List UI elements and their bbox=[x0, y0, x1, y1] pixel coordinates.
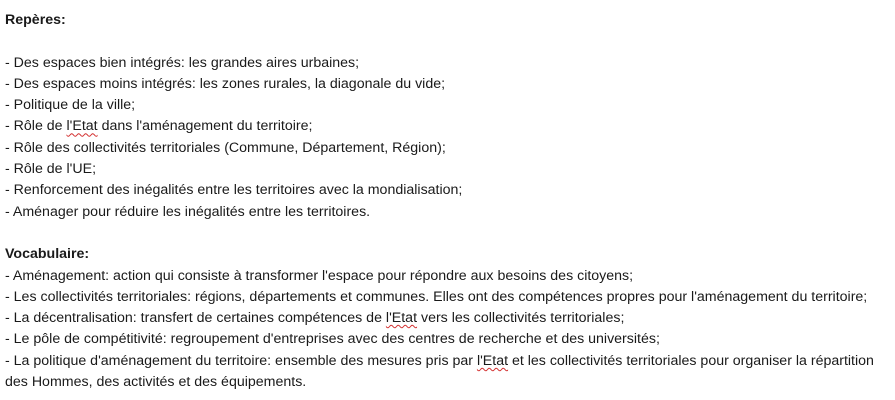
reperes-item: - Rôle des collectivités territoriales (Commune, Département, Région); bbox=[5, 139, 446, 156]
vocabulaire-item bbox=[5, 308, 890, 329]
reperes-item bbox=[5, 116, 890, 137]
blank-line bbox=[5, 31, 890, 52]
text-run: vers les collectivités territoriales; bbox=[417, 310, 625, 327]
blank-line bbox=[5, 223, 890, 244]
text-run: - La politique d'aménagement du territoire: ensemble des mesures pris par bbox=[5, 352, 477, 369]
vocabulaire-item: - Aménagement: action qui consiste à transformer l'espace pour répondre aux besoins des citoyens; bbox=[5, 267, 634, 284]
spellcheck-flagged-word[interactable]: l'Etat bbox=[476, 352, 509, 369]
text-run: dans l'aménagement du territoire; bbox=[97, 118, 313, 135]
reperes-item: - Rôle de l'UE; bbox=[5, 161, 97, 178]
reperes-item: - Des espaces moins intégrés: les zones rurales, la diagonale du vide; bbox=[5, 75, 446, 92]
reperes-item: - Des espaces bien intégrés: les grandes aires urbaines; bbox=[5, 54, 360, 71]
reperes-item: - Renforcement des inégalités entre les territoires avec la mondialisation; bbox=[5, 182, 463, 199]
vocabulaire-item: - Les collectivités territoriales: régions, départements et communes. Elles ont des compétences propres pour l'aménagement du territoire; bbox=[5, 288, 868, 305]
vocabulaire-heading: Vocabulaire: bbox=[5, 246, 90, 263]
vocabulaire-item bbox=[5, 351, 885, 394]
text-run: - Rôle de bbox=[5, 118, 67, 135]
spellcheck-flagged-word[interactable]: l'Etat bbox=[385, 310, 418, 327]
text-run: - La décentralisation: transfert de certaines compétences de bbox=[5, 310, 386, 327]
text-run: et les collectivités territoriales pour organiser la répartition des Hommes, des activités et des équipements. bbox=[5, 352, 874, 391]
reperes-heading: Repères: bbox=[5, 12, 66, 28]
spellcheck-flagged-word[interactable]: l'Etat bbox=[66, 118, 98, 135]
reperes-item: - Aménager pour réduire les inégalités entre les territoires. bbox=[5, 203, 371, 220]
vocabulaire-item: - Le pôle de compétitivité: regroupement d'entreprises avec des centres de recherche et des universités; bbox=[5, 331, 660, 348]
reperes-item: - Politique de la ville; bbox=[5, 97, 136, 114]
